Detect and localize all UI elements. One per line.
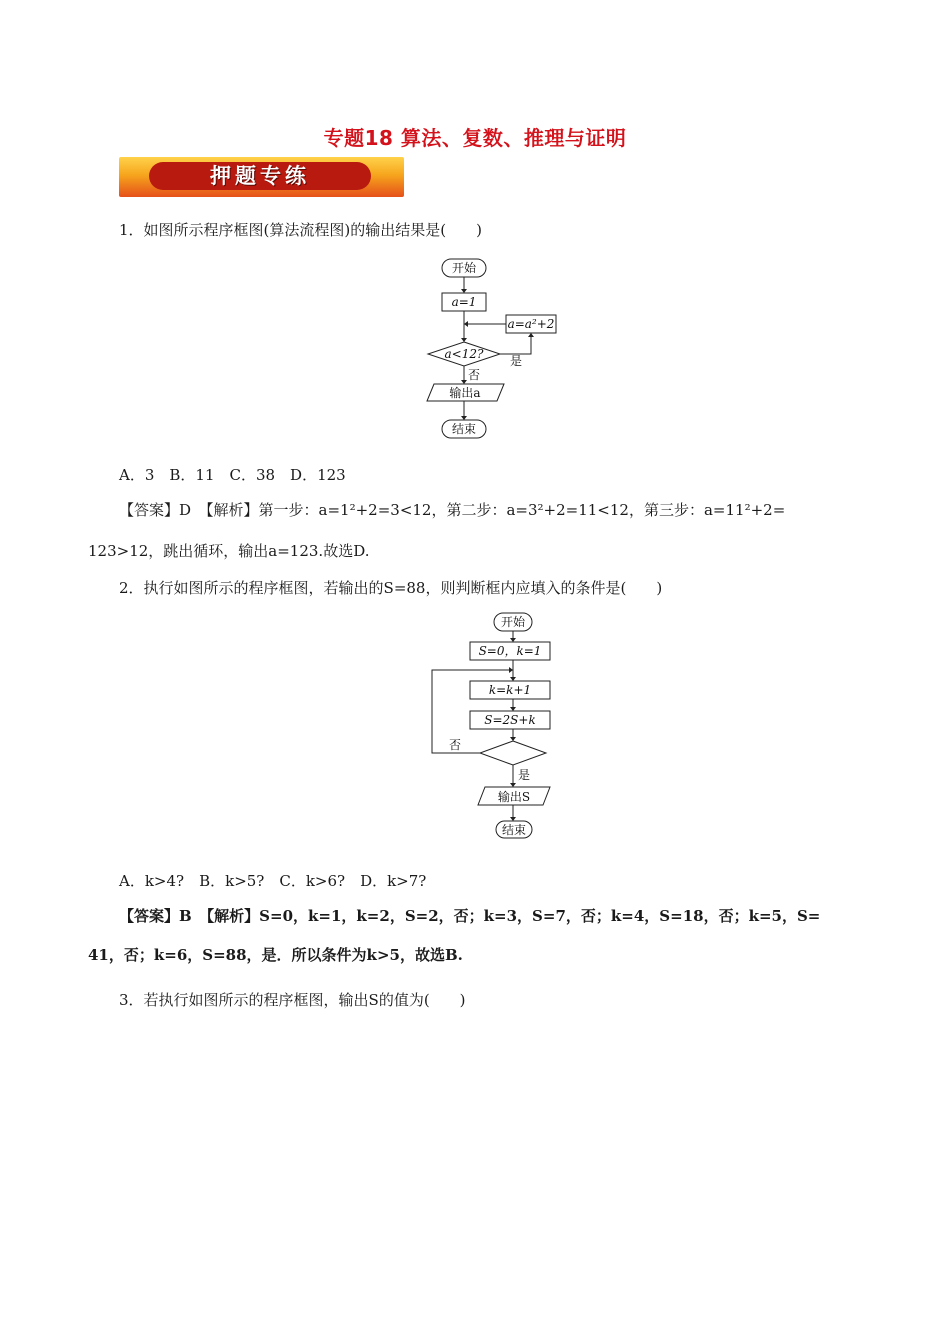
q1-flow-cond: a<12? <box>444 347 484 361</box>
q1-flow-yes: 是 <box>510 354 523 368</box>
q2-options: A．k>4? B．k>5? C．k>6? D．k>7? <box>119 872 427 890</box>
q2-flow-step1: k=k+1 <box>488 683 532 697</box>
q2-flow-step2: S=2S+k <box>484 713 536 727</box>
page-title: 专题18 算法、复数、推理与证明 <box>323 126 627 150</box>
q2-flow-no: 否 <box>449 738 462 752</box>
section-banner <box>119 157 404 197</box>
q1-flow-output: 输出a <box>449 386 481 400</box>
q1-flow-init: a=1 <box>451 295 477 309</box>
q2-answer-line1: 【答案】B 【解析】S=0，k=1，k=2，S=2，否；k=3，S=7，否；k=4，S=18，否；k=5，S= <box>119 907 821 925</box>
q2-flow-start: 开始 <box>500 615 526 629</box>
q2-flow-init: S=0，k=1 <box>478 644 542 658</box>
q2-flow-end: 结束 <box>501 823 527 837</box>
q2-flowchart <box>420 608 580 848</box>
q1-answer-line2: 123>12，跳出循环，输出a=123.故选D. <box>88 542 370 560</box>
q2-question: 2．执行如图所示的程序框图，若输出的S=88，则判断框内应填入的条件是( ) <box>119 579 663 597</box>
q1-flow-start: 开始 <box>451 261 477 275</box>
banner-label: 押题专练 <box>210 164 310 188</box>
q1-flow-update: a=a²+2 <box>507 317 555 331</box>
q2-answer-line2: 41，否；k=6，S=88，是．所以条件为k>5，故选B. <box>88 946 463 964</box>
q1-flow-end: 结束 <box>451 422 477 436</box>
q3-question: 3．若执行如图所示的程序框图，输出S的值为( ) <box>119 991 466 1009</box>
q1-question: 1．如图所示程序框图(算法流程图)的输出结果是( ) <box>119 221 482 239</box>
q1-answer-line1: 【答案】D 【解析】第一步：a=1²+2=3<12，第二步：a=3²+2=11<12，第三步：a=11²+2= <box>119 501 786 519</box>
q1-options: A．3 B．11 C．38 D．123 <box>119 466 346 484</box>
q1-flow-no: 否 <box>468 368 481 382</box>
q2-flow-yes: 是 <box>518 768 531 782</box>
q1-flowchart <box>420 255 570 445</box>
q2-flow-output: 输出S <box>497 790 531 804</box>
